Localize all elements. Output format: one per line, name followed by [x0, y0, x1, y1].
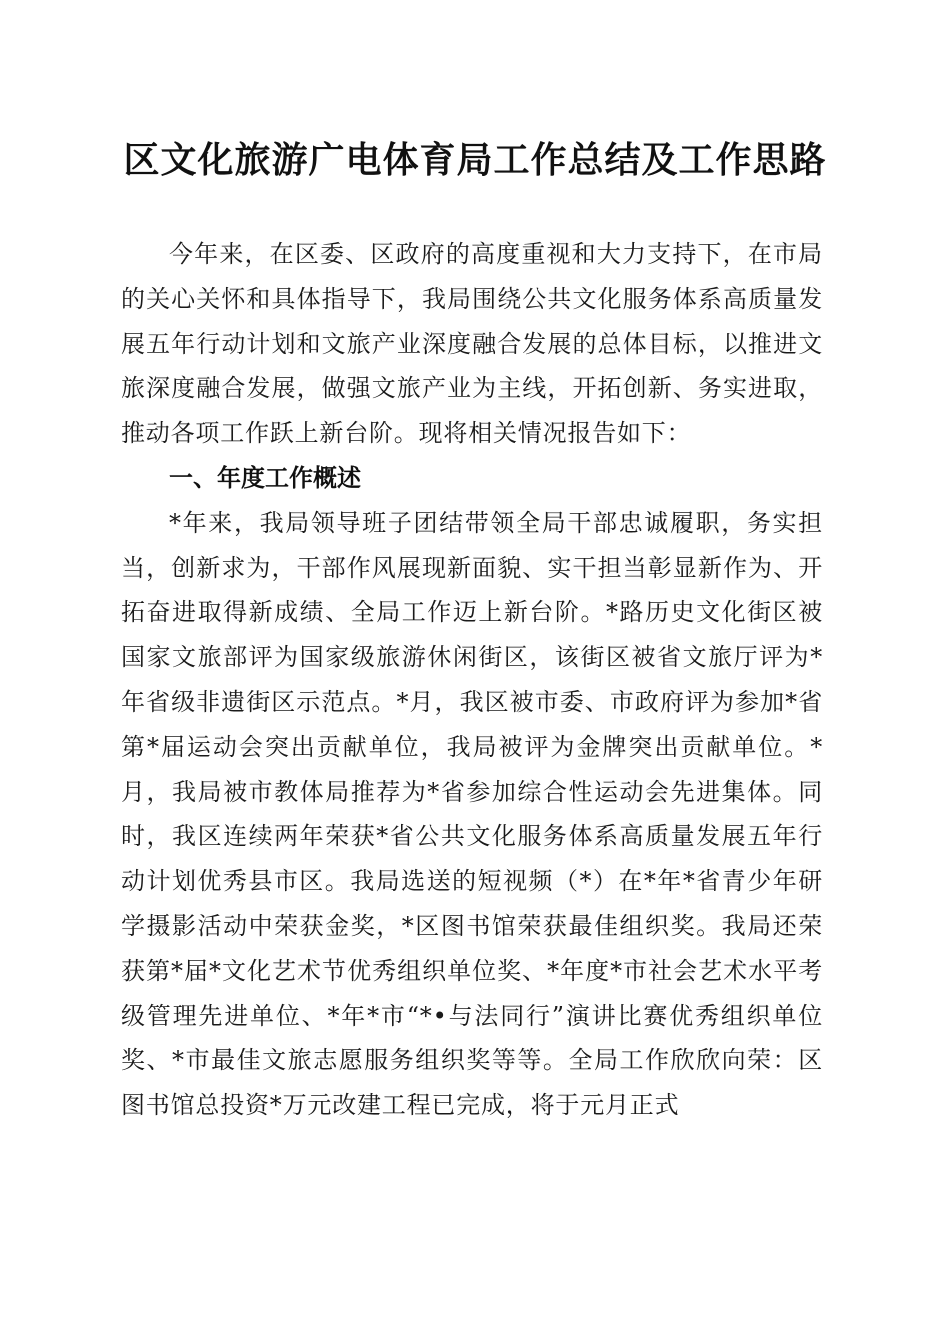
section-heading: 一、年度工作概述: [169, 463, 361, 492]
intro-paragraph: 今年来，在区委、区政府的高度重视和大力支持下，在市局的关心关怀和具体指导下，我局围绕公共文化服务体系高质量发展五年行动计划和文旅产业深度融合发展的总体目标，以推进文旅深度融合发展，做强文旅产业为主线，开拓创新、务实进取，推动各项工作跃上新台阶。现将相关情况报告如下：: [121, 240, 823, 448]
document-title: 区文化旅游广电体育局工作总结及工作思路: [123, 139, 827, 181]
overview-paragraph: *年来，我局领导班子团结带领全局干部忠诚履职，务实担当，创新求为，干部作风展现新面貌、实干担当彰显新作为、开拓奋进取得新成绩、全局工作迈上新台阶。*路历史文化街区被国家文旅部评为国家级旅游休闲街区，该街区被省文旅厅评为*年省级非遗街区示范点。*月，我区被市委、市政府评为参加*省第*届运动会突出贡献单位，我局被评为金牌突出贡献单位。*月，我局被市教体局推荐为*省参加综合性运动会先进集体。同时，我区连续两年荣获*省公共文化服务体系高质量发展五年行动计划优秀县市区。我局选送的短视频（*）在*年*省青少年研学摄影活动中荣获金奖，*区图书馆荣获最佳组织奖。我局还荣获第*届*文化艺术节优秀组织单位奖、*年度*市社会艺术水平考级管理先进单位、*年*市“*•与法同行”演讲比赛优秀组织单位奖、*市最佳文旅志愿服务组织奖等等。全局工作欣欣向荣：区图书馆总投资*万元改建工程已完成，将于元月正式: [121, 508, 823, 1120]
document-body: [121, 232, 823, 1128]
